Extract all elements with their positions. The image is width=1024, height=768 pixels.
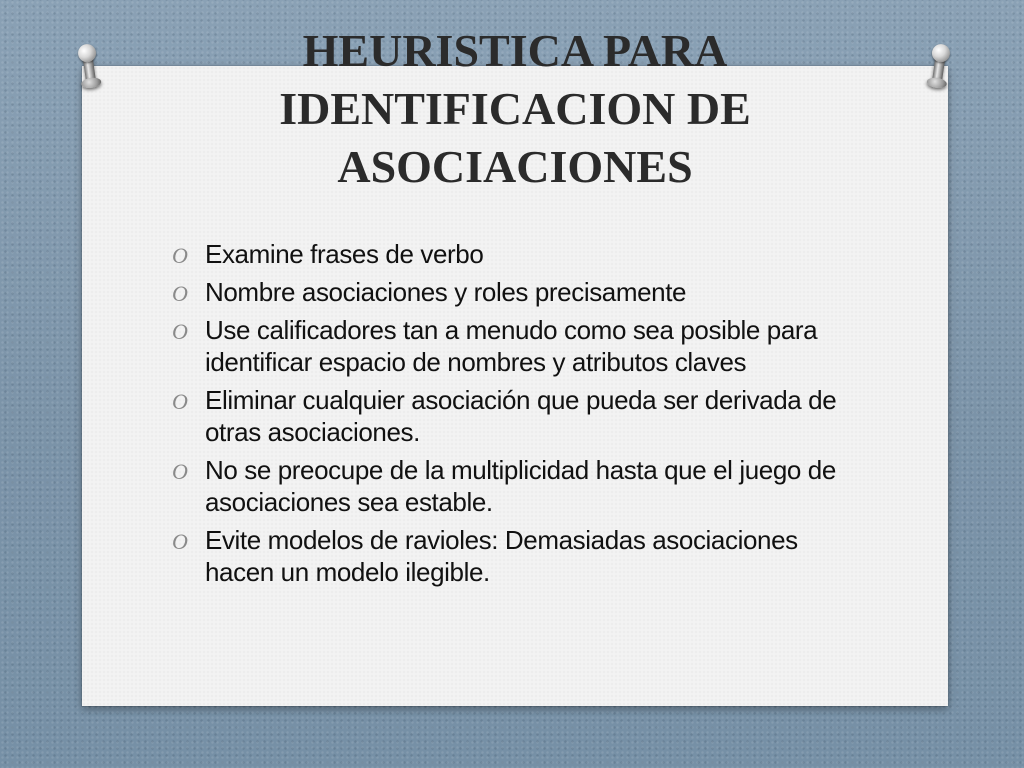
bullet-item [172,238,852,270]
bullet-text: Evite modelos de ravioles: Demasiadas asociaciones hacen un modelo ilegible. [205,525,798,587]
bullet-text: Examine frases de verbo [205,239,484,269]
pushpin-icon [925,43,953,92]
bullet-marker-icon: O [172,459,188,484]
bullet-marker-icon: O [172,529,188,554]
bullet-item [172,314,852,378]
bullet-item [172,276,852,308]
pushpin-icon [75,43,103,92]
slide-title: HEURISTICA PARA IDENTIFICACION DE ASOCIACIONES [279,25,751,192]
bullet-marker-icon: O [172,281,188,306]
bullet-item [172,384,852,448]
bullet-text: Eliminar cualquier asociación que pueda ser derivada de otras asociaciones. [205,385,837,447]
bullet-item [172,454,852,518]
bullet-text: No se preocupe de la multiplicidad hasta que el juego de asociaciones sea estable. [205,455,836,517]
bullet-marker-icon: O [172,243,188,268]
bullet-marker-icon: O [172,319,188,344]
bullet-item [172,524,852,588]
bullet-text: Use calificadores tan a menudo como sea posible para identificar espacio de nombres y atributos claves [205,315,818,377]
bullet-list [172,238,852,594]
bullet-marker-icon: O [172,389,188,414]
bullet-text: Nombre asociaciones y roles precisamente [205,277,687,307]
